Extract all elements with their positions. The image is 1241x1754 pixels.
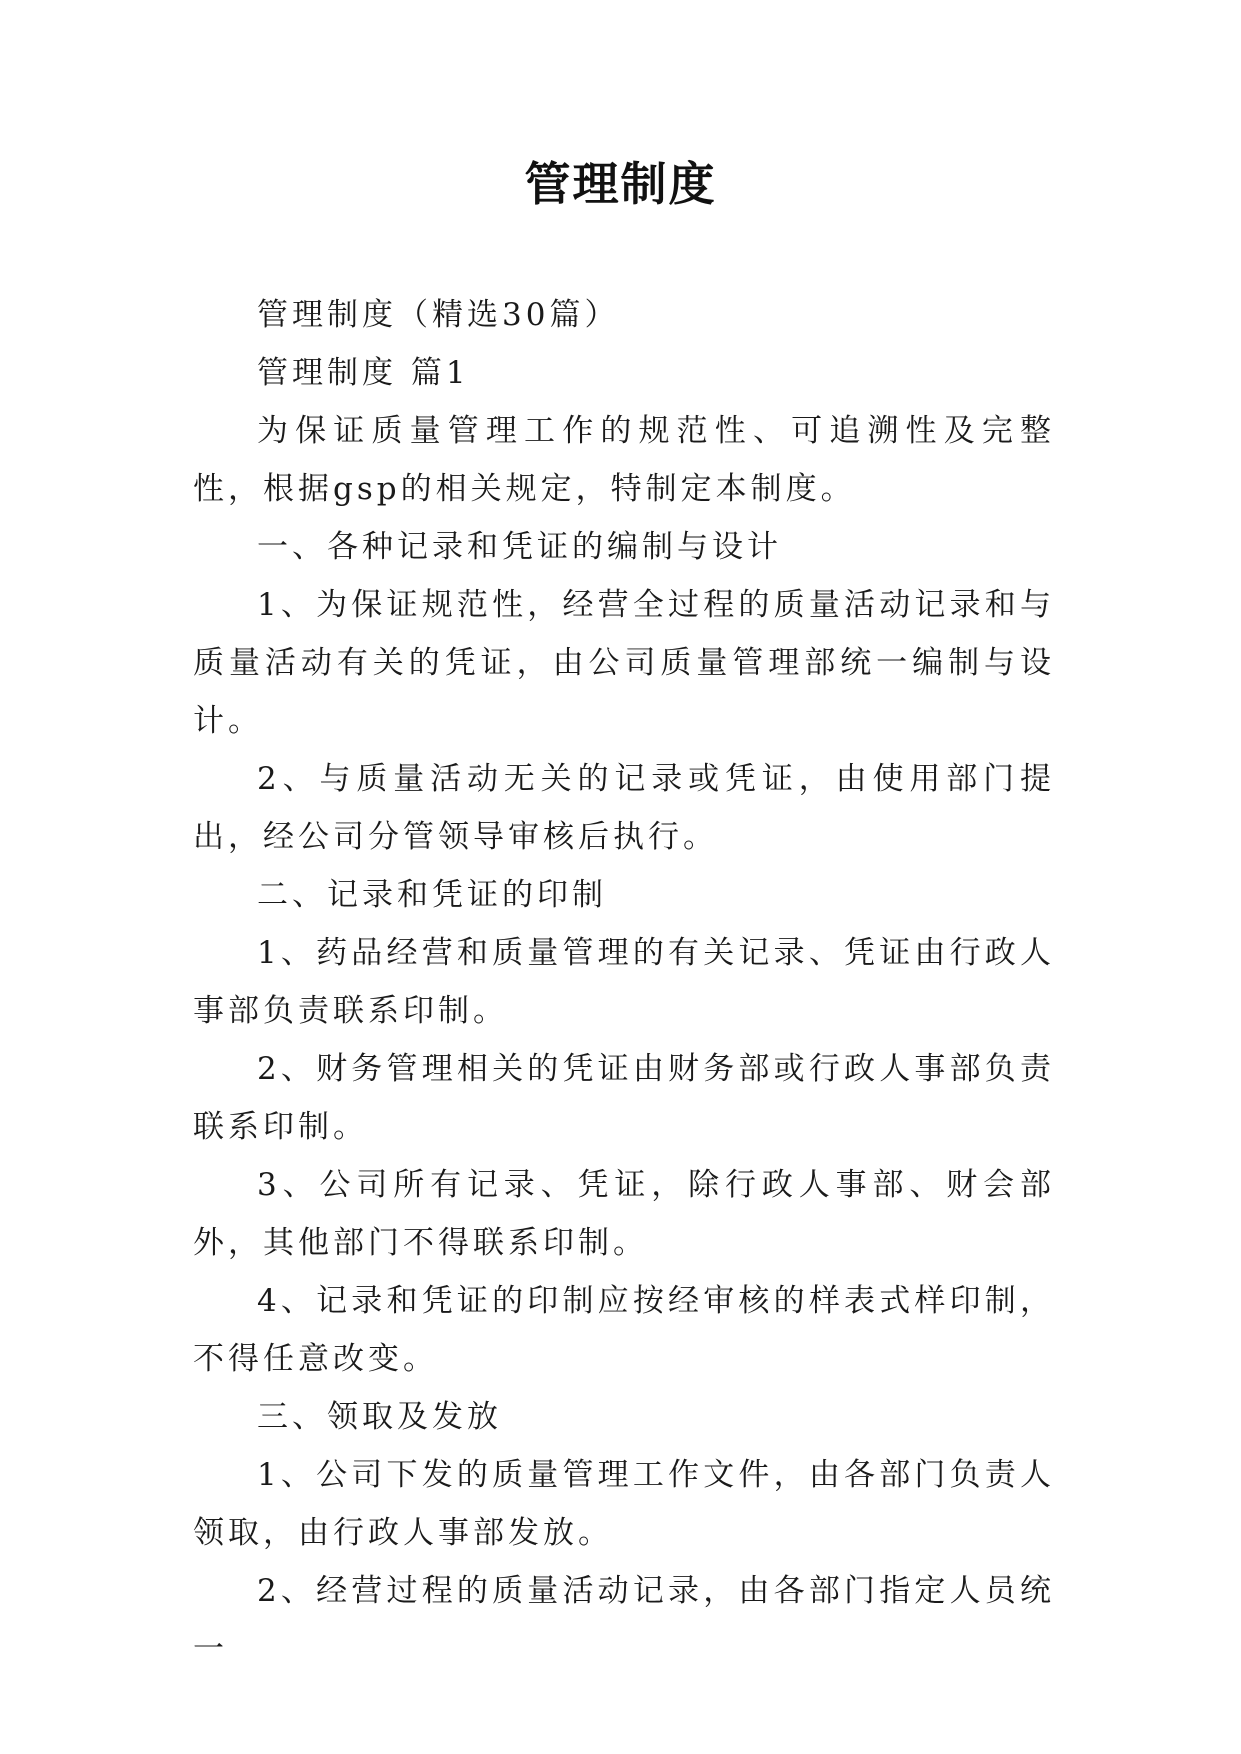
body-paragraph: 2、经营过程的质量活动记录，由各部门指定人员统一: [193, 1573, 1055, 1667]
section-heading: 管理制度 篇1: [257, 355, 470, 391]
section-heading: 二、记录和凭证的印制: [257, 877, 607, 913]
section-heading: 一、各种记录和凭证的编制与设计: [257, 529, 782, 565]
body-paragraph: 4、记录和凭证的印制应按经审核的样表式样印制，不得任意改变。: [193, 1283, 1055, 1377]
body-paragraph: 1、公司下发的质量管理工作文件，由各部门负责人领取，由行政人事部发放。: [193, 1457, 1055, 1551]
section-heading: 三、领取及发放: [257, 1399, 502, 1435]
subtitle-paragraph: 管理制度（精选30篇）: [257, 297, 620, 333]
body-paragraph: 2、与质量活动无关的记录或凭证，由使用部门提出，经公司分管领导审核后执行。: [193, 761, 1055, 855]
document-body: [193, 286, 1055, 1678]
body-paragraph: 2、财务管理相关的凭证由财务部或行政人事部负责联系印制。: [193, 1051, 1055, 1145]
body-paragraph: 1、药品经营和质量管理的有关记录、凭证由行政人事部负责联系印制。: [193, 935, 1055, 1029]
document-title: 管理制度: [524, 157, 717, 211]
body-paragraph: 1、为保证规范性，经营全过程的质量活动记录和与质量活动有关的凭证，由公司质量管理部统一编制与设计。: [193, 587, 1055, 739]
body-paragraph: 3、公司所有记录、凭证，除行政人事部、财会部外，其他部门不得联系印制。: [193, 1167, 1055, 1261]
body-paragraph: 为保证质量管理工作的规范性、可追溯性及完整性，根据gsp的相关规定，特制定本制度。: [193, 413, 1055, 507]
